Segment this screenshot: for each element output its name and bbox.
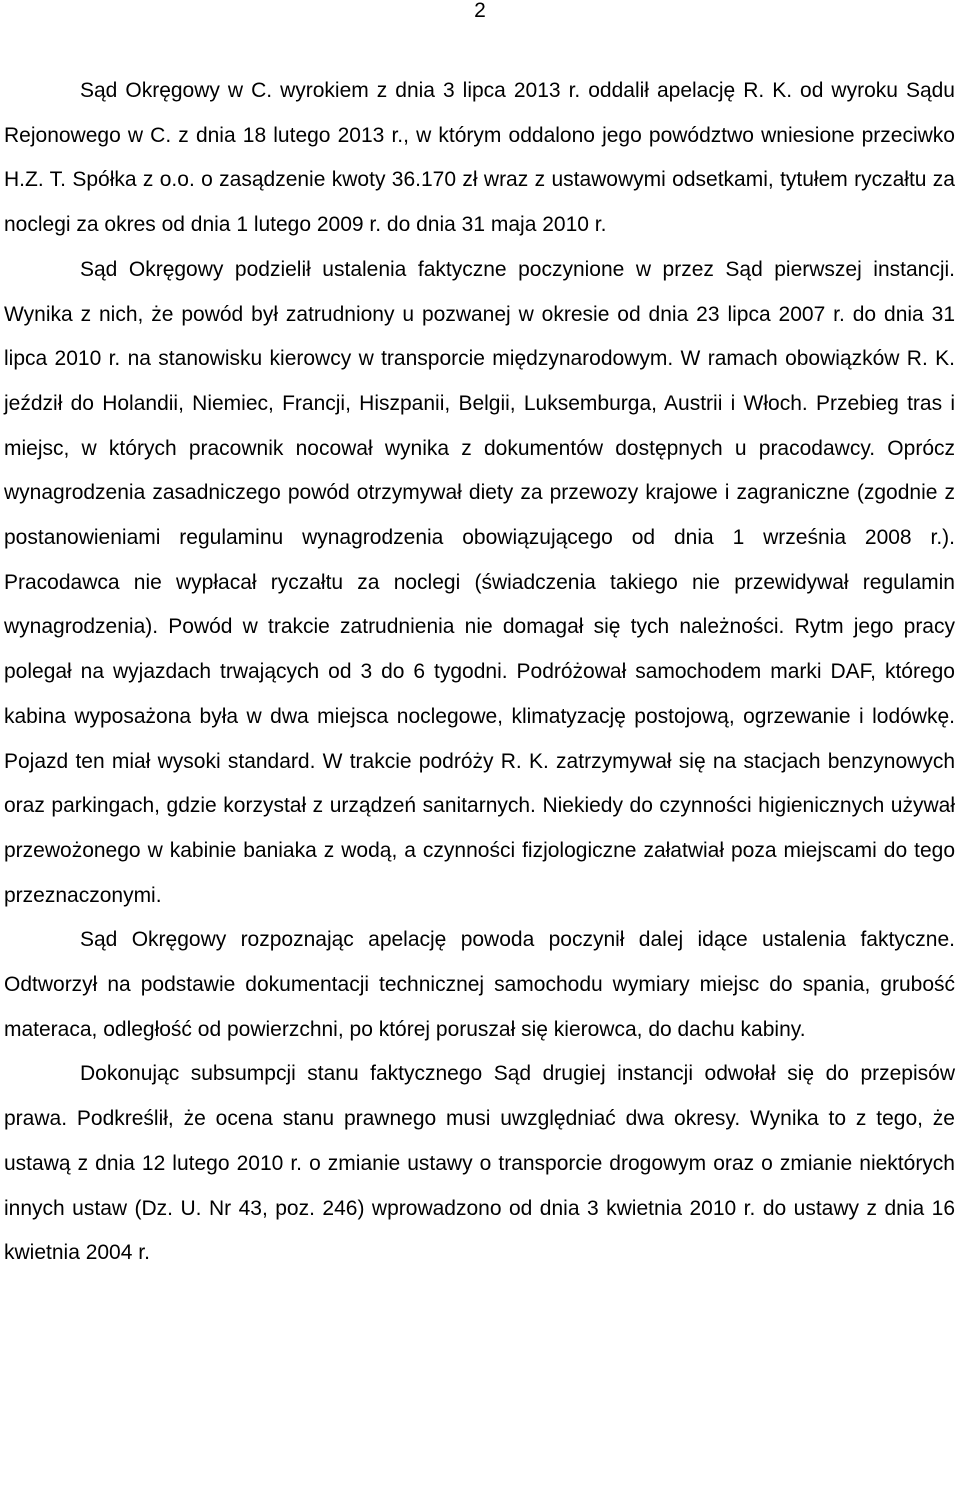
paragraph-4: Dokonując subsumpcji stanu faktycznego Sąd drugiej instancji odwołał się do przepisów prawa. Podkreślił, że ocena stanu prawnego musi uwzględniać dwa okresy. Wynika to z tego, że ustawą z dnia 12 lutego 2010 r. o zmianie ustawy o transporcie drogowym oraz o zmianie niektórych innych ustaw (Dz. U. Nr 43, poz. 246) wprowadzono od dnia 3 kwietnia 2010 r. do ustawy z dnia 16 kwietnia 2004 r. [4,1062,955,1265]
page-number: 2 [474,0,486,22]
paragraph-1: Sąd Okręgowy w C. wyrokiem z dnia 3 lipca 2013 r. oddalił apelację R. K. od wyroku Sądu Rejonowego w C. z dnia 18 lutego 2013 r., w którym oddalono jego powództwo wniesione przeciwko H.Z. T. Spółka z o.o. o zasądzenie kwoty 36.170 zł wraz z ustawowymi odsetkami, tytułem ryczałtu za noclegi za okres od dnia 1 lutego 2009 r. do dnia 31 maja 2010 r. [4,79,955,237]
paragraph-2: Sąd Okręgowy podzielił ustalenia faktyczne poczynione w przez Sąd pierwszej instancji. Wynika z nich, że powód był zatrudniony u pozwanej w okresie od dnia 23 lipca 2007 r. do dnia 31 lipca 2010 r. na stanowisku kierowcy w transporcie międzynarodowym. W ramach obowiązków R. K. jeździł do Holandii, Niemiec, Francji, Hiszpanii, Belgii, Luksemburga, Austrii i Włoch. Przebieg tras i miejsc, w których pracownik nocował wynika z dokumentów dostępnych u pracodawcy. Oprócz wynagrodzenia zasadniczego powód otrzymywał diety za przewozy krajowe i zagraniczne (zgodnie z postanowieniami regulaminu wynagrodzenia obowiązującego od dnia 1 września 2008 r.). Pracodawca nie wypłacał ryczałtu za noclegi (świadczenia takiego nie przewidywał regulamin wynagrodzenia). Powód w trakcie zatrudnienia nie domagał się tych należności. Rytm jego pracy polegał na wyjazdach trwających od 3 do 6 tygodni. Podróżował samochodem marki DAF, którego kabina wyposażona była w dwa miejsca noclegowe, klimatyzację postojową, ogrzewanie i lodówkę. Pojazd ten miał wysoki standard. W trakcie podróży R. K. zatrzymywał się na stacjach benzynowych oraz parkingach, gdzie korzystał z urządzeń sanitarnych. Niekiedy do czynności higienicznych używał przewożonego w kabinie baniaka z wodą, a czynności fizjologiczne załatwiał poza miejscami do tego przeznaczonymi. [4,257,955,907]
paragraph-3: Sąd Okręgowy rozpoznając apelację powoda poczynił dalej idące ustalenia faktyczne. Odtworzył na podstawie dokumentacji technicznej samochodu wymiary miejsc do spania, grubość materaca, odległość od powierzchni, po której poruszał się kierowca, do dachu kabiny. [4,928,955,1041]
document-body [4,69,955,1276]
